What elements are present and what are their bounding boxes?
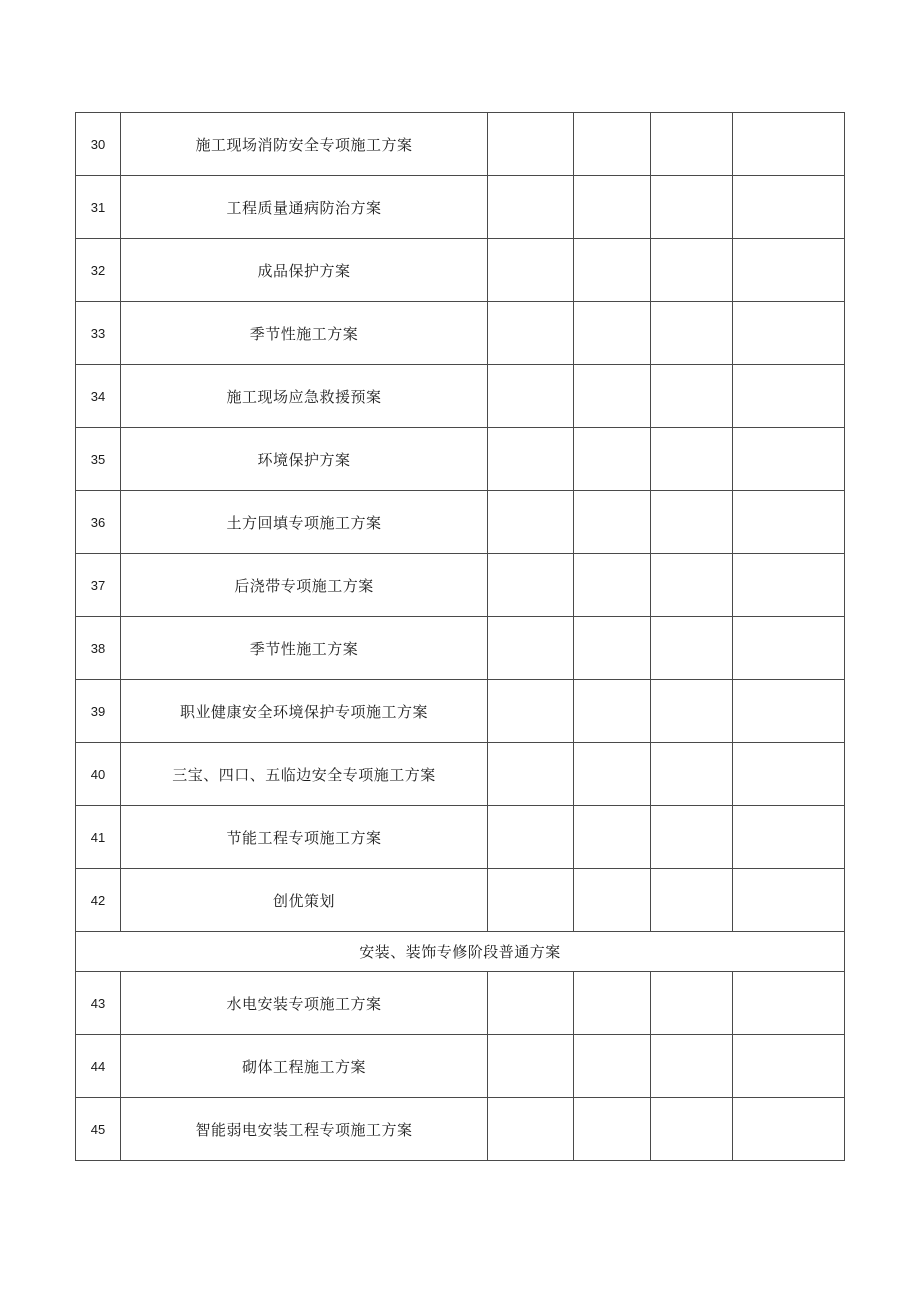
empty-cell: [651, 302, 733, 365]
row-number: 41: [76, 806, 121, 869]
empty-cell: [651, 1098, 733, 1161]
scheme-name: 三宝、四口、五临边安全专项施工方案: [121, 743, 488, 806]
empty-cell: [651, 972, 733, 1035]
empty-cell: [733, 1098, 845, 1161]
table-row: [76, 176, 845, 239]
empty-cell: [488, 869, 574, 932]
empty-cell: [488, 113, 574, 176]
empty-cell: [574, 365, 651, 428]
empty-cell: [574, 1098, 651, 1161]
table-row: [76, 806, 845, 869]
empty-cell: [488, 491, 574, 554]
empty-cell: [733, 743, 845, 806]
table-body-install: [76, 972, 845, 1161]
empty-cell: [574, 1035, 651, 1098]
empty-cell: [488, 806, 574, 869]
empty-cell: [488, 554, 574, 617]
empty-cell: [574, 743, 651, 806]
empty-cell: [651, 428, 733, 491]
scheme-name: 工程质量通病防治方案: [121, 176, 488, 239]
empty-cell: [651, 365, 733, 428]
scheme-name: 施工现场应急救援预案: [121, 365, 488, 428]
scheme-name: 砌体工程施工方案: [121, 1035, 488, 1098]
empty-cell: [488, 972, 574, 1035]
empty-cell: [574, 680, 651, 743]
scheme-name: 季节性施工方案: [121, 617, 488, 680]
row-number: 39: [76, 680, 121, 743]
empty-cell: [733, 365, 845, 428]
row-number: 35: [76, 428, 121, 491]
empty-cell: [651, 113, 733, 176]
empty-cell: [651, 680, 733, 743]
table-row: [76, 365, 845, 428]
empty-cell: [733, 554, 845, 617]
scheme-name: 水电安装专项施工方案: [121, 972, 488, 1035]
empty-cell: [733, 176, 845, 239]
row-number: 31: [76, 176, 121, 239]
table-row: [76, 680, 845, 743]
row-number: 33: [76, 302, 121, 365]
table-row: [76, 869, 845, 932]
scheme-name: 节能工程专项施工方案: [121, 806, 488, 869]
scheme-table: [75, 112, 845, 1161]
empty-cell: [651, 491, 733, 554]
table-row: [76, 972, 845, 1035]
table-row: [76, 113, 845, 176]
scheme-name: 土方回填专项施工方案: [121, 491, 488, 554]
empty-cell: [651, 806, 733, 869]
empty-cell: [574, 972, 651, 1035]
empty-cell: [574, 554, 651, 617]
empty-cell: [733, 680, 845, 743]
scheme-name: 季节性施工方案: [121, 302, 488, 365]
row-number: 38: [76, 617, 121, 680]
table-body-section: [76, 932, 845, 972]
row-number: 34: [76, 365, 121, 428]
empty-cell: [488, 680, 574, 743]
table-row: [76, 1098, 845, 1161]
empty-cell: [733, 972, 845, 1035]
empty-cell: [733, 428, 845, 491]
scheme-name: 创优策划: [121, 869, 488, 932]
table-row: [76, 1035, 845, 1098]
empty-cell: [733, 113, 845, 176]
empty-cell: [733, 491, 845, 554]
empty-cell: [733, 1035, 845, 1098]
empty-cell: [733, 302, 845, 365]
table-row: [76, 743, 845, 806]
empty-cell: [488, 1035, 574, 1098]
section-header-row: [76, 932, 845, 972]
table-row: [76, 302, 845, 365]
empty-cell: [488, 365, 574, 428]
table-row: [76, 554, 845, 617]
empty-cell: [574, 113, 651, 176]
scheme-name: 职业健康安全环境保护专项施工方案: [121, 680, 488, 743]
empty-cell: [574, 239, 651, 302]
row-number: 36: [76, 491, 121, 554]
empty-cell: [574, 428, 651, 491]
row-number: 43: [76, 972, 121, 1035]
empty-cell: [574, 869, 651, 932]
row-number: 32: [76, 239, 121, 302]
section-title: 安装、装饰专修阶段普通方案: [76, 932, 845, 972]
empty-cell: [651, 1035, 733, 1098]
scheme-name: 后浇带专项施工方案: [121, 554, 488, 617]
table-row: [76, 239, 845, 302]
table-row: [76, 428, 845, 491]
table-body-main: [76, 113, 845, 932]
empty-cell: [574, 491, 651, 554]
empty-cell: [733, 617, 845, 680]
scheme-name: 环境保护方案: [121, 428, 488, 491]
empty-cell: [651, 176, 733, 239]
empty-cell: [651, 617, 733, 680]
empty-cell: [651, 554, 733, 617]
empty-cell: [488, 1098, 574, 1161]
empty-cell: [488, 617, 574, 680]
empty-cell: [488, 743, 574, 806]
row-number: 44: [76, 1035, 121, 1098]
empty-cell: [574, 176, 651, 239]
empty-cell: [574, 806, 651, 869]
empty-cell: [574, 617, 651, 680]
empty-cell: [651, 239, 733, 302]
row-number: 30: [76, 113, 121, 176]
empty-cell: [733, 869, 845, 932]
empty-cell: [488, 239, 574, 302]
empty-cell: [488, 176, 574, 239]
table-row: [76, 617, 845, 680]
row-number: 45: [76, 1098, 121, 1161]
row-number: 37: [76, 554, 121, 617]
empty-cell: [488, 302, 574, 365]
empty-cell: [651, 743, 733, 806]
empty-cell: [733, 806, 845, 869]
table-row: [76, 491, 845, 554]
empty-cell: [651, 869, 733, 932]
empty-cell: [488, 428, 574, 491]
row-number: 40: [76, 743, 121, 806]
empty-cell: [574, 302, 651, 365]
row-number: 42: [76, 869, 121, 932]
empty-cell: [733, 239, 845, 302]
scheme-name: 成品保护方案: [121, 239, 488, 302]
scheme-name: 施工现场消防安全专项施工方案: [121, 113, 488, 176]
scheme-name: 智能弱电安装工程专项施工方案: [121, 1098, 488, 1161]
